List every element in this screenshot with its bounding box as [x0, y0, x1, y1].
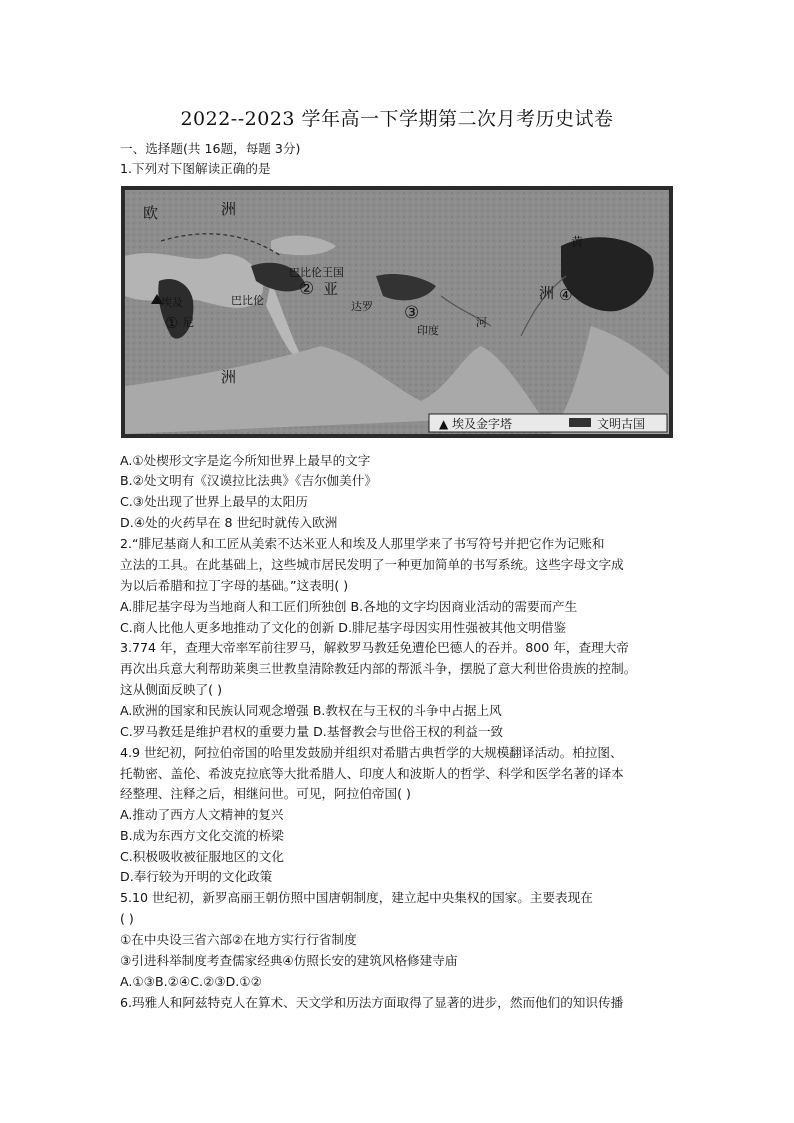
q5-line-3: ①在中央设三省六部②在地方实行行省制度 [120, 932, 357, 947]
label-num-2: ② [299, 279, 315, 299]
exam-title: 2022--2023 学年高一下学期第二次月考历史试卷 [180, 108, 614, 130]
label-num-3: ③ [404, 303, 420, 323]
label-asia-2: 洲 [539, 284, 555, 302]
q4-line-1: 4.9 世纪初，阿拉伯帝国的哈里发鼓励并组织对希腊古典哲学的大规模翻译活动。柏拉图、 [120, 745, 623, 760]
label-asia: 亚 [323, 280, 339, 298]
q5-line-1: 5.10 世纪初，新罗高丽王朝仿照中国唐朝制度，建立起中央集权的国家。主要表现在 [120, 890, 593, 905]
q1-option-a: A.①处楔形文字是迄今所知世界上最早的文字 [120, 453, 371, 468]
q2-line-5: C.商人比他人更多地推动了文化的创新 D.腓尼基字母因实用性强被其他文明借鉴 [120, 620, 567, 635]
q4-line-2: 托勒密、盖伦、希波克拉底等大批希腊人、印度人和波斯人的哲学、科学和医学名著的译本 [120, 766, 624, 781]
legend-civ-swatch [569, 418, 591, 427]
label-num-4: ④ [559, 286, 573, 304]
q2-line-4: A.腓尼基字母为当地商人和工匠们所独创 B.各地的文字均因商业活动的需要而产生 [120, 599, 578, 614]
q3-line-4: A.欧洲的国家和民族认同观念增强 B.教权在与王权的斗争中占据上风 [120, 703, 502, 718]
q3-line-5: C.罗马教廷是维护君权的重要力量 D.基督教会与世俗王权的利益一致 [120, 724, 504, 739]
label-india: 印度 [417, 324, 439, 337]
q3-line-3: 这从侧面反映了( ) [120, 682, 222, 697]
q5-line-4: ③引进科举制度考查儒家经典④仿照长安的建筑风格修建寺庙 [120, 953, 458, 968]
label-dar: 达罗 [351, 300, 373, 313]
q3-line-2: 再次出兵意大利帮助莱奥三世教皇清除教廷内部的帮派斗争，摆脱了意大利世俗贵族的控制。 [120, 661, 637, 676]
label-europe-2: 洲 [221, 200, 237, 218]
label-babylon: 巴比伦 [231, 294, 264, 307]
label-river: 河 [476, 316, 487, 329]
label-nile: 尼 [183, 316, 194, 329]
section-heading: 一、选择题(共 16题，每题 3分) [120, 141, 301, 156]
q4-line-5: B.成为东西方文化交流的桥梁 [120, 828, 284, 843]
q4-line-7: D.奉行较为开明的文化政策 [120, 869, 273, 884]
q3-line-1: 3.774 年，查理大帝率军前往罗马，解救罗马教廷免遭伦巴德人的吞并。800 年，查理大帝 [120, 640, 629, 655]
q1-option-b: B.②处文明有《汉谟拉比法典》《吉尔伽美什》 [120, 473, 377, 488]
q4-line-4: A.推动了西方人文精神的复兴 [120, 807, 284, 822]
question-1-stem: 1.下列对下图解读正确的是 [120, 161, 271, 176]
label-egypt: 埃及 [161, 296, 183, 309]
legend-civ: 文明古国 [597, 417, 646, 431]
q4-line-3: 经整理、注释之后，相继问世。可见，阿拉伯帝国( ) [120, 786, 411, 801]
label-africa: 洲 [221, 368, 237, 386]
q1-option-c: C.③处出现了世界上最早的太阳历 [120, 494, 308, 509]
label-num-1: ① [165, 314, 179, 332]
q1-option-d: D.④处的火药早在 8 世纪时就传入欧洲 [120, 515, 338, 530]
q6-line-1: 6.玛雅人和阿兹特克人在算术、天文学和历法方面取得了显著的进步，然而他们的知识传播 [120, 995, 624, 1010]
q2-line-1: 2.“腓尼基商人和工匠从美索不达米亚人和埃及人那里学来了书写符号并把它作为记账和 [120, 536, 605, 551]
label-yellow: 黄 [571, 235, 584, 249]
ancient-civilizations-map [121, 186, 673, 438]
q2-line-3: 为以后希腊和拉丁字母的基础。”这表明( ) [120, 578, 349, 593]
label-europe: 欧 [143, 204, 159, 222]
q5-line-2: ( ) [120, 911, 134, 926]
q4-line-6: C.积极吸收被征服地区的文化 [120, 849, 284, 864]
legend-pyramid: ▲ 埃及金字塔 [439, 417, 513, 431]
q5-line-5: A.①③B.②④C.②③D.①② [120, 974, 262, 989]
q2-line-2: 立法的工具。在此基础上，这些城市居民发明了一种更加简单的书写系统。这些字母文字成 [120, 557, 624, 572]
label-babylon-kingdom: 巴比伦王国 [289, 266, 344, 279]
